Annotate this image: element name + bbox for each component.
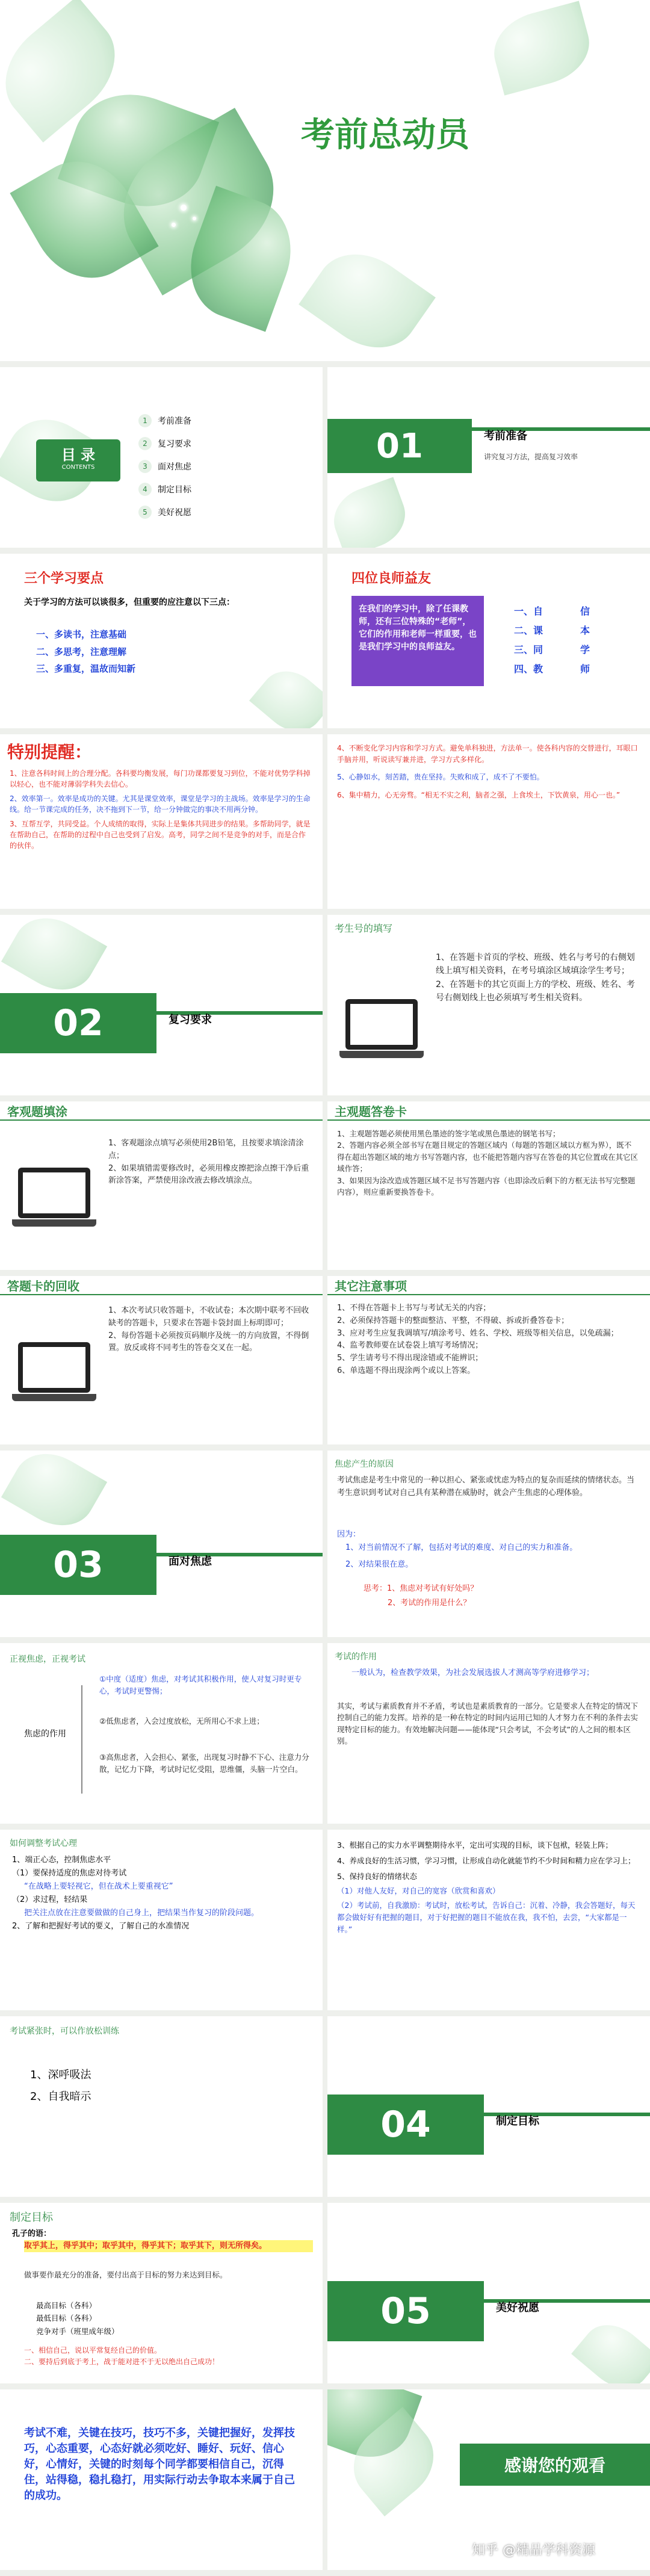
section-subtitle: 讲究复习方法，提高复习效率 [484,453,578,461]
role-intro: 一般认为，检查教学效果，为社会发展选拔人才测高等学府进修学习； [351,1668,595,1677]
section-title: 复习要求 [169,1014,212,1026]
subjective-slide [327,1101,650,1270]
section-number: 05 [327,2281,484,2341]
slide-heading: 四位良师益友 [351,571,432,586]
thanks-slide [327,2389,650,2570]
point-item: 一、多读书，注意基础 [36,629,127,640]
friend-name: 信 [580,605,590,617]
goal-sub: 孔子的语： [12,2229,52,2238]
adjust-line: “在战略上要轻视它，但在战术上要重视它” [24,1882,173,1892]
slide-heading: 制定目标 [10,2211,53,2224]
laptop-icon [339,999,424,1059]
card-number-slide [327,915,650,1095]
question-item: 2、考试的作用是什么？ [388,1599,471,1608]
goal-level: 最高目标（各科） [36,2301,97,2310]
friend-name: 学 [580,644,590,655]
adjust-line: 4、养成良好的生活习惯，学习习惯，让形成自动化就能节约不少时间和精力应在学习上； [337,1856,636,1865]
slide-heading: 考生号的填写 [335,923,393,934]
title-slide [0,0,650,361]
tip-item: 5、心静如水，刻苦踏，贵在坚持。失败和成了，成不了不要怕。 [337,773,544,782]
adjust-line: 把关注点放在注意要做做的自己身上，把结果当作复习的阶段问题。 [24,1909,259,1918]
tip-item: 4、不断变化学习内容和学习方式。避免单科独进，方法单一。使各科内容的交替进行，耳眼口手脑并用，听说读写兼并进，学习方式多样化。 [337,744,638,764]
sparkle [172,223,176,227]
leaf-decoration [486,1,598,95]
adjust-line: （2）求过程，轻结果 [12,1895,88,1905]
slide-body: 1、客观题涂点填写必须使用2B铅笔，且按要求填涂清涂点； 2、如果填错需要修改时，必须用橡皮擦把涂点擦干净后重新涂答案，严禁使用涂改液去修改填涂点。 [108,1139,309,1186]
bracket [81,1685,94,1794]
other-notes-slide [327,1276,650,1444]
toc-item[interactable] [138,432,191,455]
toc-label: 制定目标 [158,485,191,495]
section-01-slide [327,367,650,548]
leaf-decoration [571,2312,650,2383]
cause-label: 因为： [337,1530,361,1539]
slide-heading: 三个学习要点 [24,571,104,586]
friend-index: 一、自 [514,605,543,617]
sparkle [181,205,187,211]
toc-item[interactable] [138,501,191,524]
slide-body: 1、在答题卡首页的学校、班级、姓名与考号的右侧划线上填写相关资料，在考号填涂区域填涂学生考号； 2、在答题卡的其它页面上方的学校、班级、姓名、考号右侧划线上也必须填写考生相关资料。 [436,953,635,1003]
toc-number: 4 [138,483,152,496]
toc-label: 面对焦虑 [158,462,191,472]
relax-item: 2、自我暗示 [30,2090,91,2103]
toc-item[interactable] [138,409,191,432]
section-02-slide [0,915,323,1095]
section-title: 面对焦虑 [169,1555,212,1568]
watermark: 知乎 @精品学科资源 [472,2543,595,2558]
goal-note: 二、要持后到底于考上，战于能对进不于无以绝出自己成功！ [24,2358,220,2367]
adjust-mind-right-slide [327,1830,650,2010]
goal-level: 最低目标（各科） [36,2314,97,2323]
goal-note: 一、相信自己，说以平常复经自己的价值。 [24,2346,162,2355]
anxiety-item: ①中度（适度）焦虑，对考试其积极作用，使人对复习时更专心，考试时更警惕； [99,1674,302,1695]
adjust-mind-left-slide [0,1830,323,2010]
toc-number: 1 [138,414,152,427]
slide-body: 1、本次考试只收答题卡，不收试卷；本次期中联考不回收缺考的答题卡，只要求在答题卡袋封面上标明即可； 2、每份答题卡必须按页码顺序及统一的方向放置，不得倒置。放反或将不同考生的答卷交叉在一起。 [108,1306,309,1353]
toc-item[interactable] [138,455,191,478]
leaf-decoration [327,477,413,548]
friend-index: 四、教 [514,663,543,675]
toc-label: 复习要求 [158,439,191,449]
toc-number: 3 [138,460,152,473]
anxiety-item: ②低焦虑者，入会过度放松，无所用心不求上进； [99,1717,264,1726]
toc-label: 考前准备 [158,416,191,426]
point-item: 二、多思考，注意理解 [36,646,127,657]
goal-slide [0,2203,323,2383]
face-anxiety-slide [0,1643,323,1824]
intro-text: 关于学习的方法可以谈很多，但重要的应注意以下三点： [24,598,235,607]
section-04-slide [327,2016,650,2197]
page-title: 考前总动员 [301,116,469,155]
adjust-line: 1、端正心态，控制焦虑水平 [12,1856,111,1865]
adjust-line: 3、根据自己的实力水平调整期待水平，定出可实现的目标，谈下包袱，轻装上阵； [337,1841,613,1850]
slide-heading: 焦虑产生的原因 [335,1460,394,1469]
toc-logo-text: 目 录 [61,447,96,463]
thanks-banner: 感谢您的观看 [460,2444,650,2486]
section-title: 美好祝愿 [496,2302,539,2314]
slide-body: 其实，考试与素质教育并不矛盾，考试也是素质教育的一部分。它是要求人在特定的情况下控制自己的能力发挥。培养的是一种在特定的时间内运用已知的人才努力在不利的条件去实现特定目标的能力。有效地解决问题——能体现“只会考试，不会考试”的人之间的根本区别。 [337,1701,639,1746]
slide-heading: 考试紧张时，可以作放松训练 [10,2026,119,2036]
goal-level: 竞争对手（班里成年级） [36,2326,119,2336]
slide-heading: 客观题填涂 [0,1101,323,1121]
tip-item: 1、注意各科时间上的合理分配。各科要均衡发展，每门功课都要复习到位，不能对优势学科掉以轻心，也不能对薄弱学科失去信心。 [10,769,311,788]
slide-body: 1、不得在答题卡上书写与考试无关的内容； 2、必须保持答题卡的整面整洁、平整，不得破、拆或折叠答卷卡； 3、应对考生应复我调填写/填涂考号、姓名、学校、班级等相关信息，以免疏漏； 4、监考教师要在试卷袋上填写考场情况； 5、学生请考号不得出现涂错或不能辨识； 6、单选题不得出现涂两个或以上答案。 [337,1304,619,1375]
tip-item: 2、效率第一。效率是成功的关键。尤其是课堂效率，课堂是学习的主战场。效率是学习的生命线。给一节课完成的任务，决不拖到下一节，给一分钟做完的事决不用两分钟。 [10,794,311,814]
toc-logo-sub: CONTENTS [61,464,95,471]
toc-slide [0,367,323,548]
question-item: 思考：1、焦虑对考试有好处吗？ [364,1584,478,1593]
leaf-decoration [1,915,107,1004]
point-item: 三、多重复，温故而知新 [36,663,136,674]
relax-slide [0,2016,323,2197]
slide-body: 做事要作最充分的准备，要付出高于目标的努力来达到目标。 [24,2270,228,2279]
friends-box: 在我们的学习中，除了任课教师，还有三位特殊的“老师”，它们的作用和老师一样重要，也是我们学习中的良师益友。 [351,596,484,686]
slide-heading: 特别提醒： [7,742,92,762]
slide-heading: 答题卡的回收 [0,1276,323,1295]
tips-left-slide [0,734,323,909]
slide-body: 1、主观题答题必须使用黑色墨迹的签字笔或黑色墨迹的钢笔书写； 2、答题内容必须全部书写在题目规定的答题区域内（每题的答题区域以方框为界），既不得在超出答题区域的地方书写答题内容，也不能把答题内容写在答卷的其它位置或在其它区域作答； 3、如果因为涂改造成答题区域不足书写答题内容（也即涂改后剩下的方框无法书写完整题内容），则应重新要换答卷卡。 [337,1129,639,1197]
toc-logo [36,439,120,481]
section-number: 02 [0,993,156,1053]
section-03-slide [0,1451,323,1637]
final-message-slide [0,2389,323,2570]
friend-index: 三、同 [514,644,543,655]
objective-slide [0,1101,323,1270]
section-number: 04 [327,2095,484,2155]
toc-number: 2 [138,437,152,450]
adjust-line: （1）对他人友好，对自己的宽容（欣赏和喜欢） [337,1886,500,1895]
sparkle [193,217,196,220]
adjust-line: 5、保持良好的情绪状态 [337,1872,417,1881]
section-number: 03 [0,1535,156,1595]
adjust-line: （1）要保持适度的焦虑对待考试 [12,1869,127,1878]
slide-heading: 其它注意事项 [327,1276,650,1295]
tip-item: 3、互帮互学，共同受益。个人成绩的取得，实际上是集体共同进步的结果。多帮助同学，就是在帮助自己，在帮助的过程中自己也受到了启发。高考，同学之间不是竞争的对手，而是合作的伙伴。 [10,820,311,850]
laptop-icon [12,1342,96,1402]
section-title: 考前准备 [484,430,527,442]
leaf-decoration [299,235,436,361]
anxiety-causes-slide [327,1451,650,1637]
slide-heading: 考试的作用 [335,1652,377,1662]
final-message: 考试不难，关键在技巧，技巧不多，关键把握好，发挥技巧，心态重要，心态好就必须吃好、睡好、玩好、信心好，心情好，关键的时刻每个同学都要相信自己，沉得住，站得稳，稳扎稳打，用实际行动去争取本来属于自己的成功。 [24,2427,295,2503]
friend-name: 师 [580,663,590,675]
leaf-decoration [249,659,323,728]
four-friends-slide [327,554,650,728]
tips-right-slide [327,734,650,909]
slide-body: 考试焦虑是考生中常见的一种以担心、紧张或忧虑为特点的复杂而延续的情绪状态。当考生意识到考试对自己具有某种潜在威胁时，就会产生焦虑的心理体验。 [337,1476,635,1497]
slide-heading: 正视焦虑，正视考试 [10,1655,85,1664]
adjust-line: （2）考试前，自我激励：考试时，放松考试，告诉自己：沉着、冷静，我会答题好，每天都会做好好有把握的题目，对于好把握的题目不能放在我，我不怕，去尝，“大家都是一样。” [337,1901,636,1934]
three-points-slide [0,554,323,728]
friend-index: 二、课 [514,625,543,636]
slide-heading: 主观题答卷卡 [327,1101,650,1121]
section-number: 01 [327,419,472,473]
toc-number: 5 [138,506,152,519]
cause-item: 2、对结果很在意。 [345,1560,413,1569]
anxiety-item: ③高焦虑者，入会担心、紧张，出现复习时静不下心、注意力分散，记忆力下降，考试时记忆受阻，思维僵，头脑一片空白。 [99,1753,309,1774]
exam-role-slide [327,1643,650,1824]
leaf-decoration [1,1451,107,1540]
tip-item: 6、集中精力，心无旁骛。“相无不实之利，脑者之强，上食埃土，下饮黄泉，用心一也。” [337,790,621,799]
anxiety-role-label: 焦虑的作用 [24,1729,66,1739]
laptop-icon [12,1168,96,1228]
toc-list [138,409,191,524]
cause-item: 1、对当前情况不了解，包括对考试的难度、对自己的实力和准备。 [345,1543,578,1552]
friend-name: 本 [580,625,590,636]
section-05-slide [327,2203,650,2383]
goal-quote: 取乎其上，得乎其中；取乎其中，得乎其下；取乎其下，则无所得矣。 [24,2240,313,2252]
section-title: 制定目标 [496,2115,539,2128]
toc-label: 美好祝愿 [158,508,191,518]
adjust-line: 2、了解和把握好考试的要义，了解自己的水准情况 [12,1922,190,1931]
slide-heading: 如何调整考试心理 [10,1839,77,1848]
toc-item[interactable] [138,478,191,501]
collect-slide [0,1276,323,1444]
relax-item: 1、深呼吸法 [30,2069,91,2081]
